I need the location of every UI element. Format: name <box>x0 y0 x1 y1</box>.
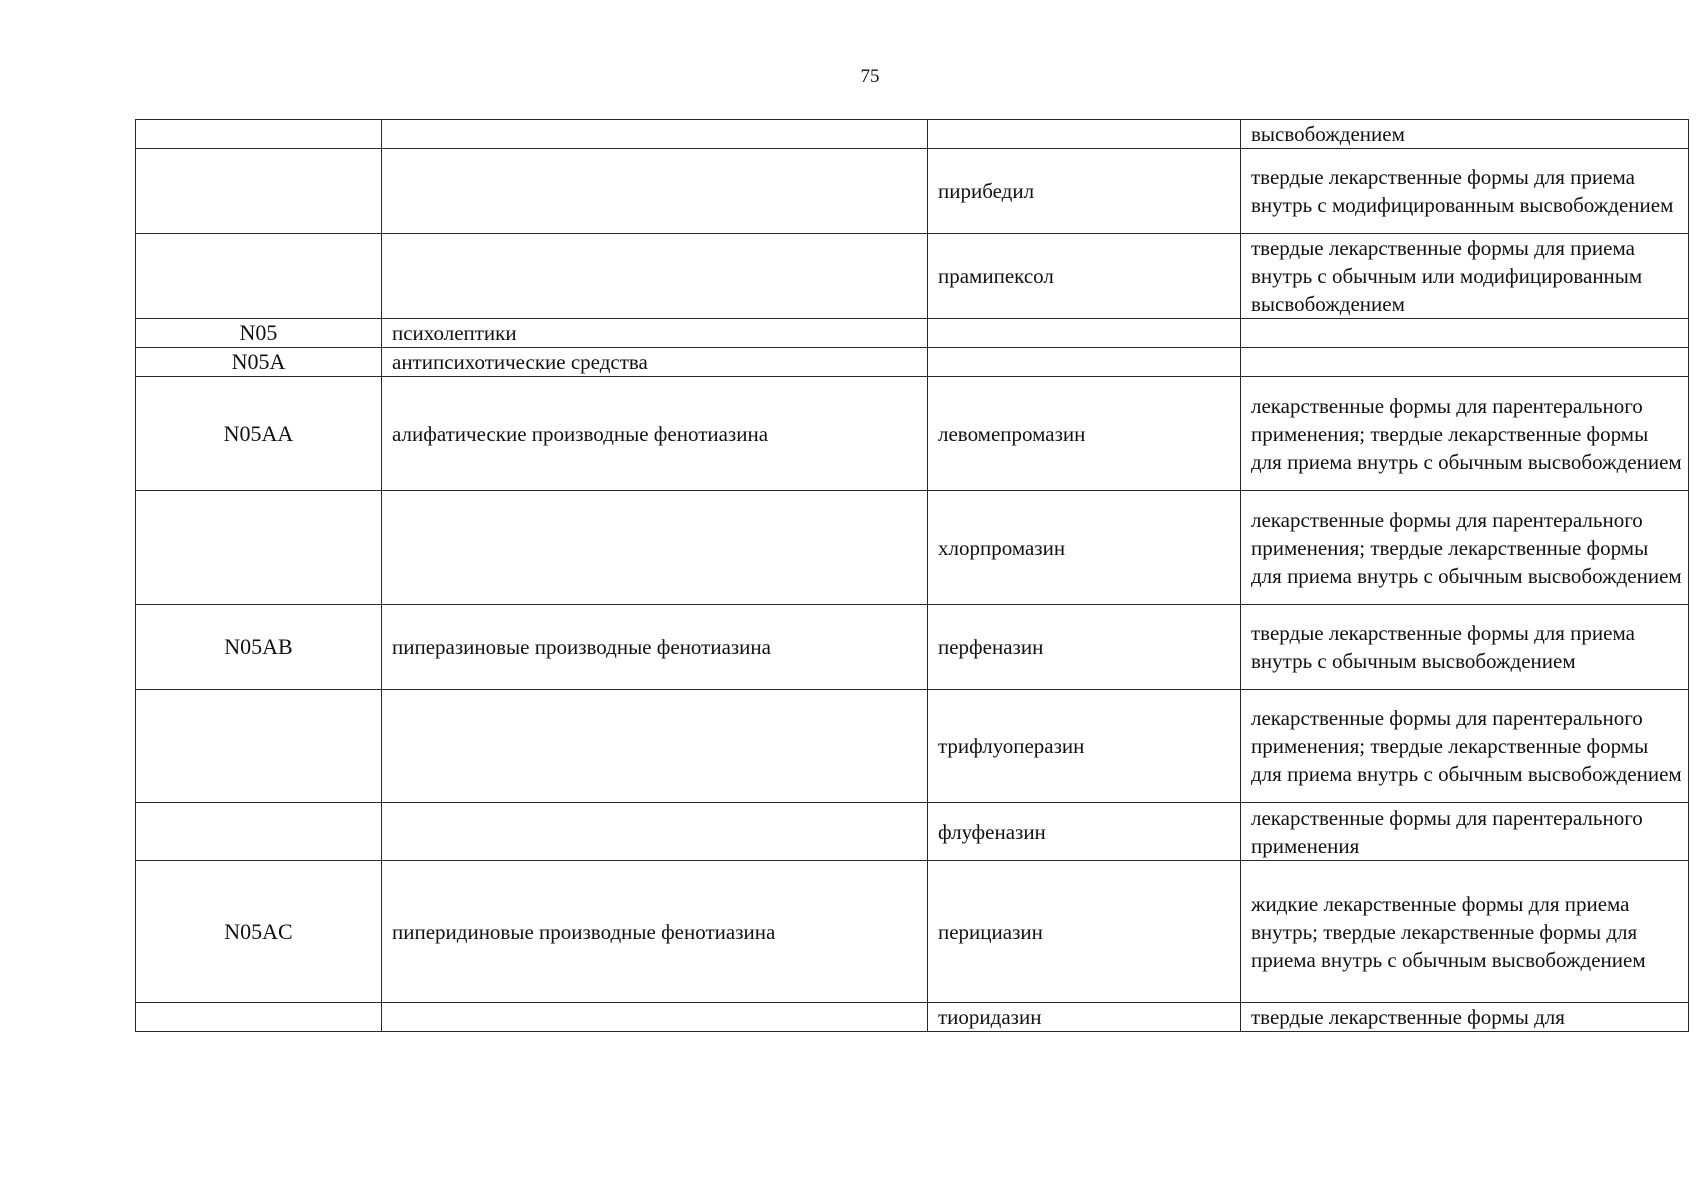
dosage-form-cell: твердые лекарственные формы для приема внутрь с обычным высвобождением <box>1241 605 1689 690</box>
atc-code-cell: N05AB <box>136 605 382 690</box>
table-row <box>136 120 1689 149</box>
drug-name-cell <box>928 120 1241 149</box>
medication-table <box>135 119 1689 1032</box>
table-row <box>136 319 1689 348</box>
drug-name-cell: трифлуоперазин <box>928 690 1241 803</box>
drug-name-cell <box>928 348 1241 377</box>
dosage-form-cell: лекарственные формы для парентерального применения; твердые лекарственные формы для приема внутрь с обычным высвобождением <box>1241 491 1689 605</box>
table-row <box>136 861 1689 1003</box>
dosage-form-cell: твердые лекарственные формы для приема внутрь с обычным или модифицированным высвобождением <box>1241 234 1689 319</box>
group-name-cell: пиперидиновые производные фенотиазина <box>382 861 928 1003</box>
table-row <box>136 1003 1689 1032</box>
table-row <box>136 491 1689 605</box>
dosage-form-cell: лекарственные формы для парентерального применения; твердые лекарственные формы для приема внутрь с обычным высвобождением <box>1241 377 1689 491</box>
group-name-cell: антипсихотические средства <box>382 348 928 377</box>
atc-code-cell: N05A <box>136 348 382 377</box>
drug-name-cell: перфеназин <box>928 605 1241 690</box>
table-row <box>136 377 1689 491</box>
dosage-form-cell: лекарственные формы для парентерального применения <box>1241 803 1689 861</box>
drug-name-cell: тиоридазин <box>928 1003 1241 1032</box>
dosage-form-cell <box>1241 348 1689 377</box>
atc-code-cell <box>136 234 382 319</box>
group-name-cell <box>382 234 928 319</box>
drug-name-cell: хлорпромазин <box>928 491 1241 605</box>
table-row <box>136 234 1689 319</box>
page-number: 75 <box>860 66 880 87</box>
group-name-cell <box>382 149 928 234</box>
table-row <box>136 605 1689 690</box>
group-name-cell: алифатические производные фенотиазина <box>382 377 928 491</box>
drug-name-cell: перициазин <box>928 861 1241 1003</box>
dosage-form-cell: жидкие лекарственные формы для приема внутрь; твердые лекарственные формы для приема внутрь с обычным высвобождением <box>1241 861 1689 1003</box>
dosage-form-cell: твердые лекарственные формы для приема внутрь с модифицированным высвобождением <box>1241 149 1689 234</box>
atc-code-cell: N05AA <box>136 377 382 491</box>
atc-code-cell <box>136 690 382 803</box>
group-name-cell: пиперазиновые производные фенотиазина <box>382 605 928 690</box>
drug-name-cell: флуфеназин <box>928 803 1241 861</box>
drug-name-cell: прамипексол <box>928 234 1241 319</box>
group-name-cell <box>382 491 928 605</box>
table-row <box>136 690 1689 803</box>
group-name-cell <box>382 803 928 861</box>
atc-code-cell: N05 <box>136 319 382 348</box>
drug-name-cell: пирибедил <box>928 149 1241 234</box>
atc-code-cell <box>136 1003 382 1032</box>
atc-code-cell <box>136 120 382 149</box>
table-row <box>136 803 1689 861</box>
dosage-form-cell: твердые лекарственные формы для <box>1241 1003 1689 1032</box>
drug-name-cell: левомепромазин <box>928 377 1241 491</box>
atc-code-cell <box>136 149 382 234</box>
dosage-form-cell: лекарственные формы для парентерального применения; твердые лекарственные формы для приема внутрь с обычным высвобождением <box>1241 690 1689 803</box>
drug-name-cell <box>928 319 1241 348</box>
group-name-cell <box>382 690 928 803</box>
atc-code-cell <box>136 803 382 861</box>
group-name-cell <box>382 120 928 149</box>
table-row <box>136 348 1689 377</box>
atc-code-cell <box>136 491 382 605</box>
group-name-cell <box>382 1003 928 1032</box>
atc-code-cell: N05AC <box>136 861 382 1003</box>
group-name-cell: психолептики <box>382 319 928 348</box>
dosage-form-cell: высвобождением <box>1241 120 1689 149</box>
dosage-form-cell <box>1241 319 1689 348</box>
table-row <box>136 149 1689 234</box>
